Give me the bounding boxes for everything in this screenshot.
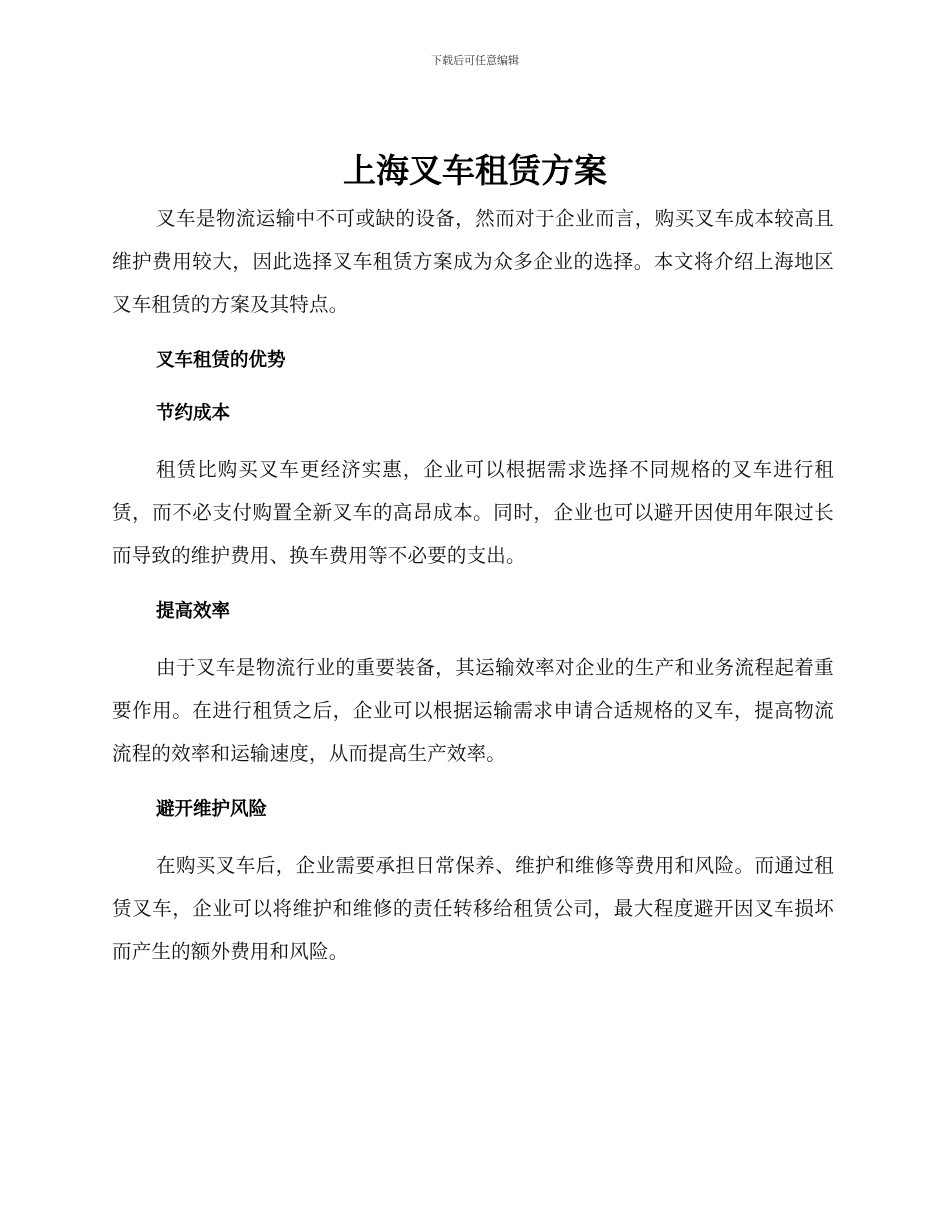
subheading-avoid-maintenance-risk: 避开维护风险 (156, 799, 268, 820)
intro-paragraph: 叉车是物流运输中不可或缺的设备，然而对于企业而言，购买叉车成本较高且维护费用较大，因此选择叉车租赁方案成为众多企业的选择。本文将介绍上海地区叉车租赁的方案及其特点。 (112, 207, 834, 316)
subheading-improve-efficiency: 提高效率 (156, 601, 231, 622)
document-body (112, 197, 834, 973)
paragraph-save-cost: 租赁比购买叉车更经济实惠，企业可以根据需求选择不同规格的叉车进行租赁，而不必支付购置全新叉车的高昂成本。同时，企业也可以避开因使用年限过长而导致的维护费用、换车费用等不必要的支出。 (112, 458, 834, 567)
subheading-save-cost: 节约成本 (156, 403, 231, 424)
page-header-note: 下载后可任意编辑 (431, 54, 519, 67)
paragraph-avoid-maintenance-risk: 在购买叉车后，企业需要承担日常保养、维护和维修等费用和风险。而通过租赁叉车，企业可以将维护和维修的责任转移给租赁公司，最大程度避开因叉车损坏而产生的额外费用和风险。 (112, 854, 834, 963)
document-title: 上海叉车租赁方案 (343, 151, 607, 190)
paragraph-improve-efficiency: 由于叉车是物流行业的重要装备，其运输效率对企业的生产和业务流程起着重要作用。在进行租赁之后，企业可以根据运输需求申请合适规格的叉车，提高物流流程的效率和运输速度，从而提高生产效率。 (112, 656, 834, 765)
section-heading-advantages: 叉车租赁的优势 (156, 350, 286, 371)
